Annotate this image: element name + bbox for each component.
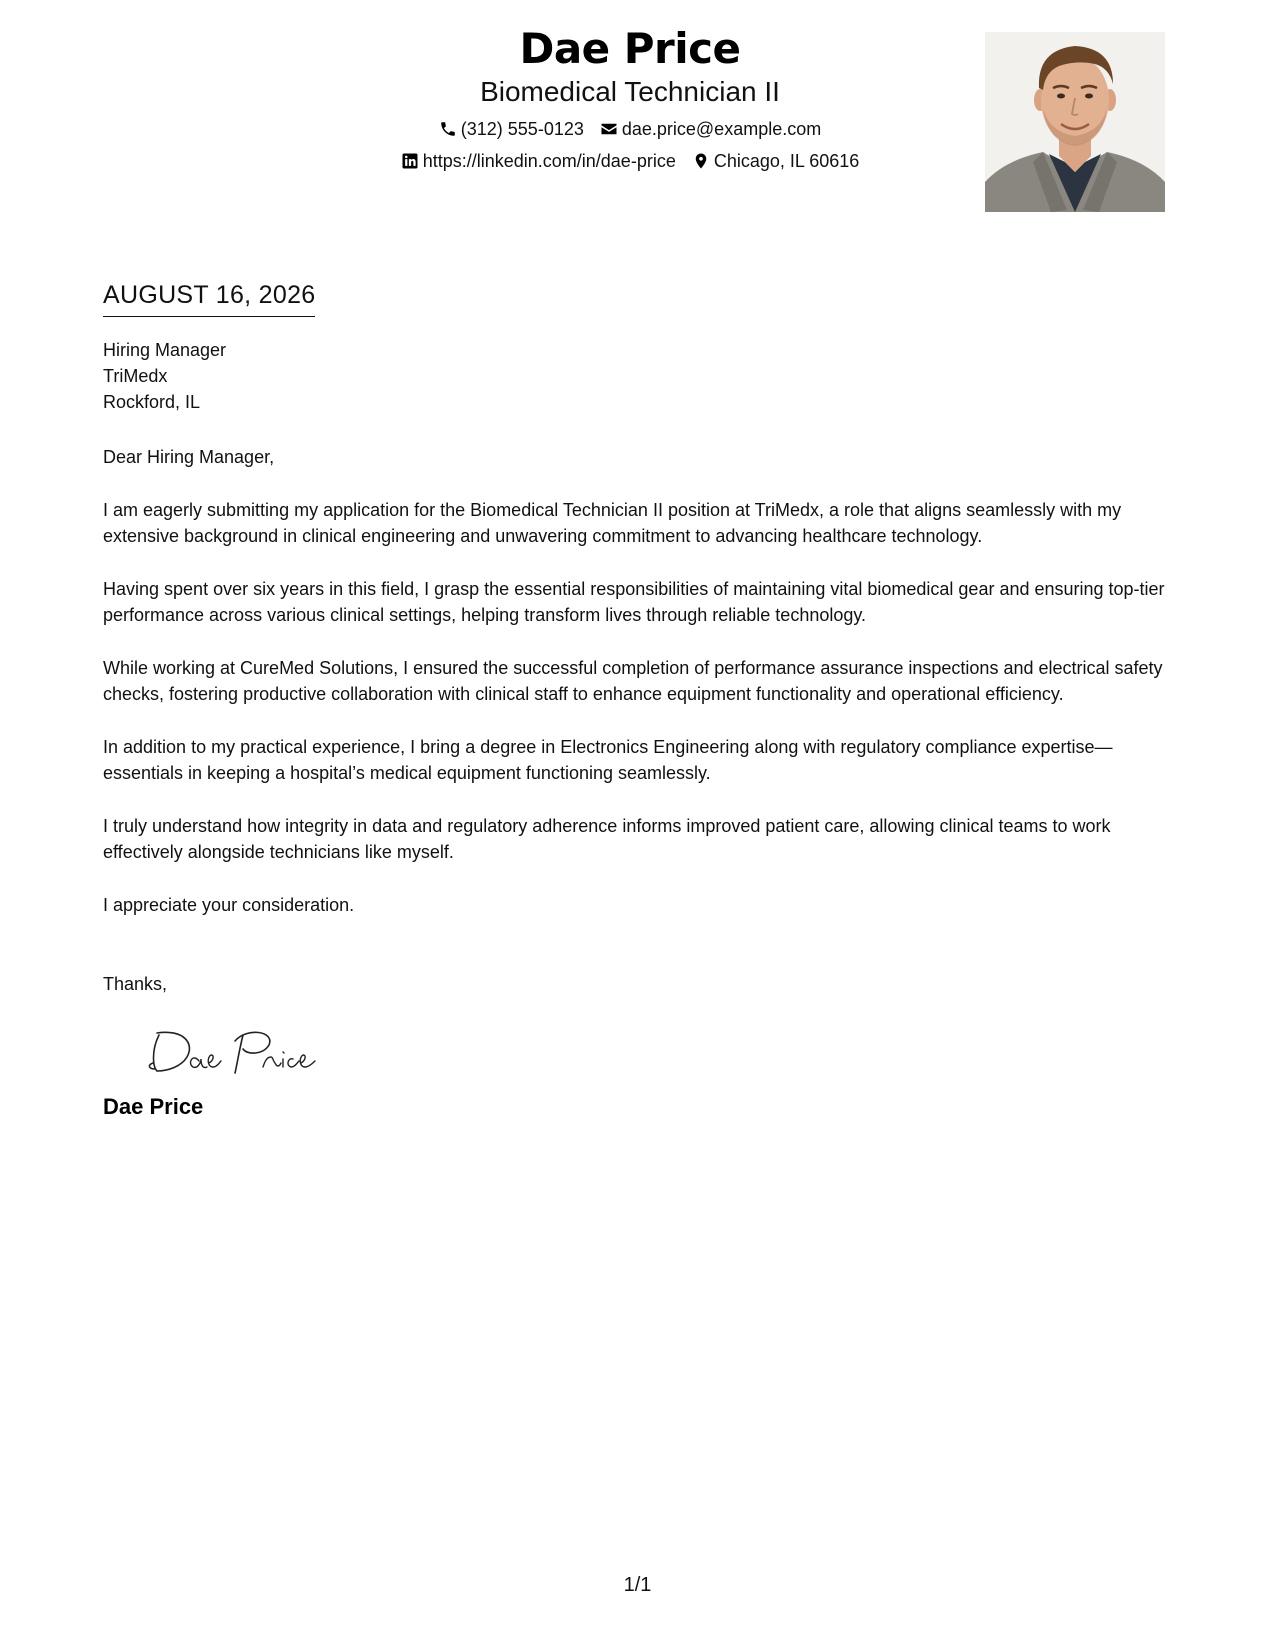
job-title: Biomedical Technician II (480, 76, 780, 107)
email-address: dae.price@example.com (621, 119, 822, 139)
header (0, 0, 1275, 230)
contact-line-2 (260, 150, 1000, 172)
envelope-icon (600, 120, 618, 138)
contact-linkedin[interactable] (401, 150, 676, 172)
phone-number: (312) 555-0123 (460, 119, 584, 139)
greeting: Dear Hiring Manager, (103, 447, 275, 467)
applicant-name: Dae Price (519, 24, 741, 73)
paragraph: I truly understand how integrity in data and regulatory adherence informs improved patient care, allowing clinical teams to work effectively alongside technicians like myself. (103, 816, 1111, 862)
recipient-location: Rockford, IL (103, 392, 201, 412)
phone-icon (439, 120, 457, 138)
paragraph: In addition to my practical experience, I bring a degree in Electronics Engineering along with regulatory compliance expertise—essentials in keeping a hospital’s medical equipment functioning seamlessly. (103, 737, 1113, 783)
location-text: Chicago, IL 60616 (713, 151, 860, 171)
signoff: Thanks, (103, 974, 168, 994)
contact-email[interactable] (600, 118, 821, 140)
linkedin-url: https://linkedin.com/in/dae-price (422, 151, 676, 171)
letter-body (103, 278, 1173, 1121)
header-center (260, 24, 1000, 172)
page-number: 1/1 (623, 1574, 652, 1596)
recipient-name: Hiring Manager (103, 340, 227, 360)
letter-date: AUGUST 16, 2026 (103, 278, 315, 317)
contact-phone[interactable] (439, 118, 584, 140)
paragraph: Having spent over six years in this field, I grasp the essential responsibilities of maintaining vital biomedical gear and ensuring top-tier performance across various clinical settings, helping transform lives through reliable technology. (103, 579, 1165, 625)
linkedin-icon (401, 152, 419, 170)
paragraph: While working at CureMed Solutions, I ensured the successful completion of performance assurance inspections and electrical safety checks, fostering productive collaboration with clinical staff to enhance equipment functionality and operational efficiency. (103, 658, 1163, 704)
signer-name: Dae Price (103, 1094, 204, 1119)
paragraph: I am eagerly submitting my application for the Biomedical Technician II position at TriMedx, a role that aligns seamlessly with my extensive background in clinical engineering and unwavering commitment to advancing healthcare technology. (103, 500, 1122, 546)
contact-location (692, 150, 859, 172)
recipient-company: TriMedx (103, 366, 168, 386)
contact-line-1 (260, 118, 1000, 140)
recipient-block (103, 337, 1173, 415)
map-pin-icon (692, 152, 710, 170)
profile-photo (985, 32, 1165, 212)
signature-image (143, 1021, 343, 1081)
closing-text: I appreciate your consideration. (103, 895, 355, 915)
